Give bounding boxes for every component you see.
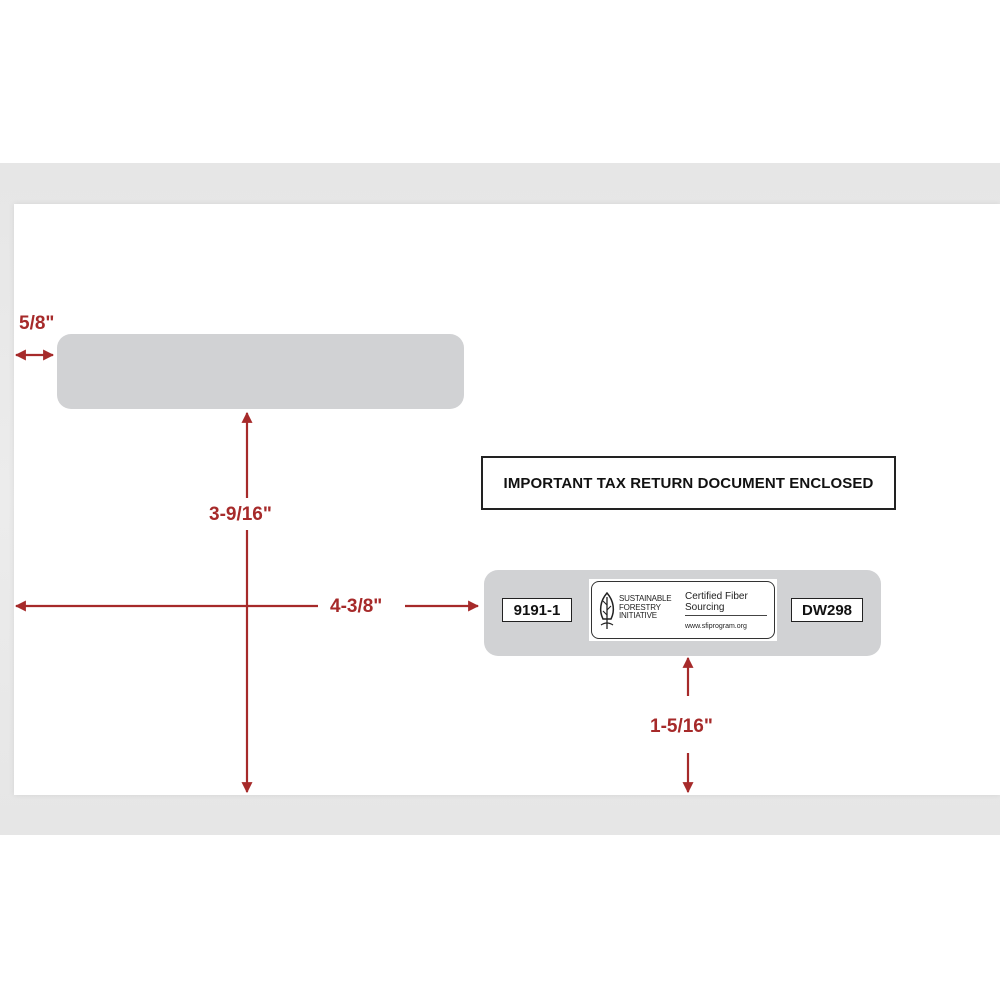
sfi-org-line1: SUSTAINABLE [619, 594, 672, 603]
sfi-url: www.sfiprogram.org [685, 623, 747, 630]
tax-document-notice-text: IMPORTANT TAX RETURN DOCUMENT ENCLOSED [503, 474, 874, 492]
sfi-title-line2: Sourcing [685, 601, 725, 613]
form-code-left: 9191-1 [502, 598, 572, 622]
bottom-window-left-offset-label: 4-3/8" [330, 596, 383, 617]
sfi-org-line2: FORESTRY [619, 602, 661, 612]
sfi-org-line3: INITIATIVE [619, 611, 657, 620]
top-window-height-label: 3-9/16" [209, 504, 272, 525]
left-margin-label: 5/8" [19, 313, 55, 334]
form-code-right: DW298 [791, 598, 863, 622]
bottom-window-height-label: 1-5/16" [650, 716, 713, 737]
sfi-title-line1: Certified Fiber [685, 591, 748, 602]
